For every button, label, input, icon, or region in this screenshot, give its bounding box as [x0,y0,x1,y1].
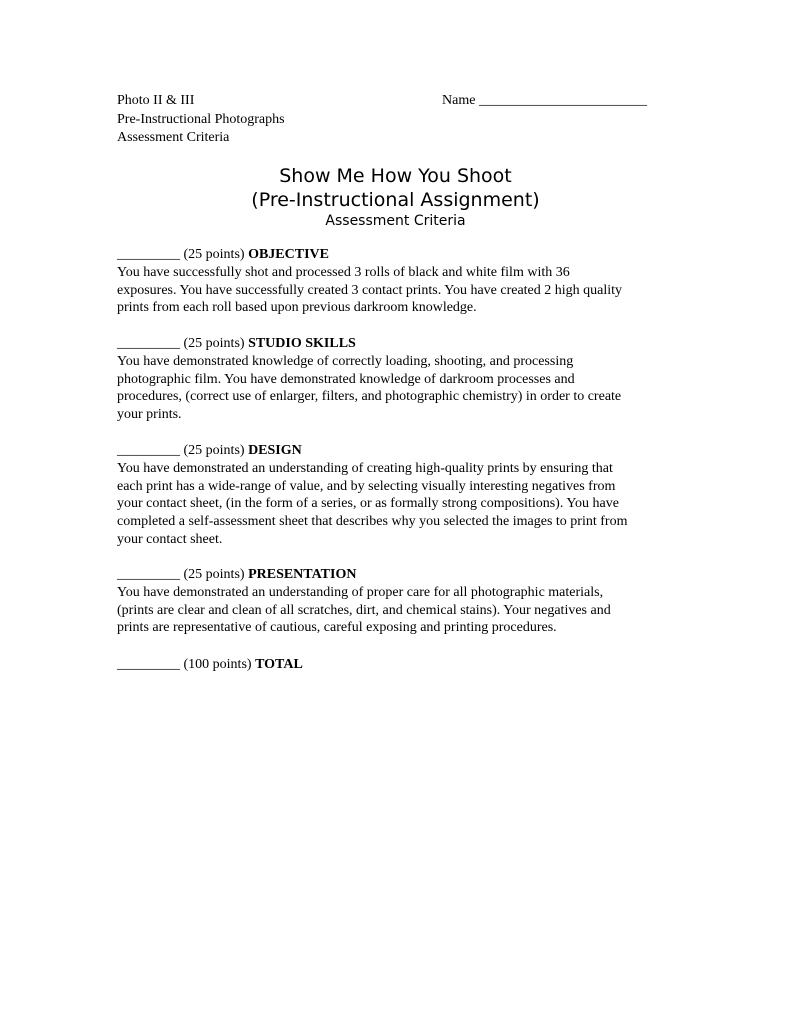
criterion-text-line: exposures. You have successfully created 3 contact prints. You have created 2 high quality [117,282,623,298]
unit-name: Pre-Instructional Photographs [117,111,285,127]
criterion-text-line: your prints. [117,407,182,423]
name-label: Name [442,93,476,108]
criterion-text-line: your contact sheet, (in the form of a series, or as formally strong compositions). You have [117,496,619,512]
points-value: (25 points) [183,247,245,262]
criterion-heading [117,656,687,674]
criterion-text-line: each print has a wide-range of value, and by selecting visually interesting negatives from [117,478,616,494]
criterion-total [117,656,687,674]
score-blank: _________ [117,247,180,262]
criterion-heading [117,246,687,264]
criterion-label: OBJECTIVE [248,247,329,262]
criterion-text-line: prints from each roll based upon previous darkroom knowledge. [117,300,477,316]
criterion-text-line: completed a self-assessment sheet that describes why you selected the images to print from [117,514,628,530]
criterion-objective [117,246,687,317]
course-name: Photo II & III [117,93,195,108]
criterion-text-line: your contact sheet. [117,531,223,547]
criterion-studio-skills [117,335,687,424]
criterion-design [117,442,687,549]
points-value: (25 points) [183,567,245,582]
criterion-text-line: You have demonstrated an understanding of proper care for all photographic materials, [117,584,604,600]
page-subtitle: (Pre-Instructional Assignment) [251,189,540,211]
criterion-text-line: photographic film. You have demonstrated knowledge of darkroom processes and [117,371,575,387]
criterion-heading [117,442,687,460]
criterion-text-line: You have demonstrated an understanding of creating high-quality prints by ensuring that [117,460,613,476]
score-blank: _________ [117,567,180,582]
criterion-label: PRESENTATION [248,567,357,582]
criterion-text-line: You have successfully shot and processed 3 rolls of black and white film with 36 [117,264,570,280]
criterion-text-line: You have demonstrated knowledge of correctly loading, shooting, and processing [117,353,574,369]
page-subheading: Assessment Criteria [325,213,466,229]
criterion-presentation [117,566,687,637]
criterion-text-line: procedures, (correct use of enlarger, filters, and photographic chemistry) in order to create [117,389,622,405]
document-type: Assessment Criteria [117,130,230,145]
criterion-label: STUDIO SKILLS [248,336,356,351]
criterion-heading [117,566,687,584]
document-header [117,92,285,148]
points-value: (25 points) [183,336,245,351]
points-value: (100 points) [183,657,252,672]
name-blank: ________________________ [478,93,647,108]
criterion-text-line: (prints are clear and clean of all scratches, dirt, and chemical stains). Your negatives and [117,602,611,618]
score-blank: _________ [117,443,180,458]
criterion-heading [117,335,687,353]
student-name-field [442,92,647,111]
criterion-text-line: prints are representative of cautious, careful exposing and printing procedures. [117,620,557,636]
score-blank: _________ [117,657,180,672]
criterion-label: DESIGN [248,443,302,458]
points-value: (25 points) [183,443,245,458]
score-blank: _________ [117,336,180,351]
criterion-label: TOTAL [255,657,303,672]
page-title: Show Me How You Shoot [279,165,512,187]
